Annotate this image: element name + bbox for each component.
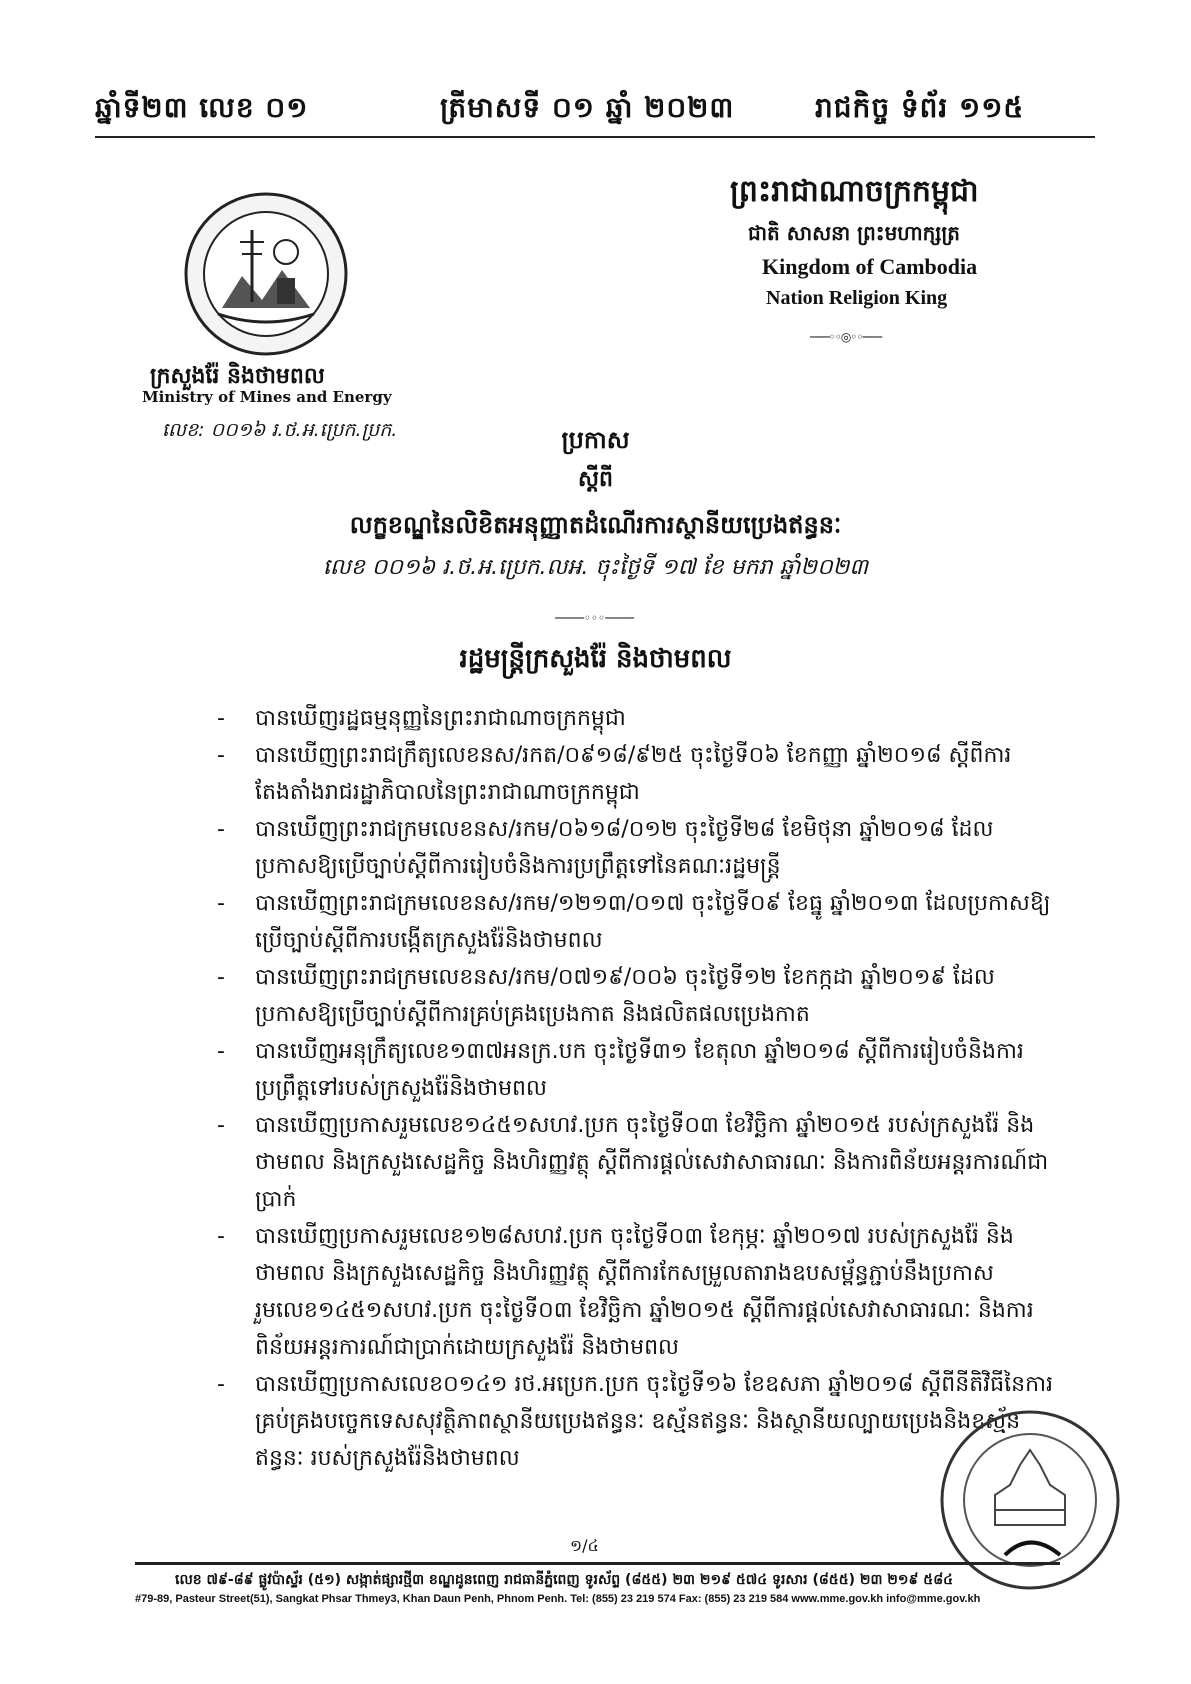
reference-number: លេខ: ០០១៦ រ.ថ.អ.ប្រេក.ប្រក.: [162, 419, 398, 441]
header-issue: ឆ្នាំទី២៣ លេខ ០១: [95, 91, 309, 124]
doc-number-date: លេខ ០០១៦ រ.ថ.អ.ប្រេក.លអ. ចុះថ្ងៃទី ១៧ ខែ មករា ឆ្នាំ២០២៣: [322, 555, 869, 580]
doc-about: ស្ដីពី: [578, 467, 613, 492]
list-item: - បានឃើញប្រកាសលេខ០១៤១ រថ.អប្រេក.ប្រក ចុះថ្ងៃទី១៦ ខែឧសភា ឆ្នាំ២០១៨ ស្ដីពីនីតិវិធីនៃការគ្រប់គ្រងបច្ចេកទេសសុវត្ថិភាពស្ថានីយប្រេងឥន្ធនៈ ឧស្ម័នឥន្ធនៈ និងស្ថានីយល្បាយប្រេងនិងឧស្ម័នឥន្ធនៈ របស់ក្រសួងរ៉ែនិងថាមពល: [215, 1366, 1065, 1477]
list-item: - បានឃើញរដ្ឋធម្មនុញ្ញនៃព្រះរាជាណាចក្រកម្ពុជា: [215, 700, 1065, 737]
ministry-name-en: Ministry of Mines and Energy: [142, 388, 392, 406]
list-item: - បានឃើញព្រះរាជក្រមលេខនស/រកម/០៧១៩/០០៦ ចុះថ្ងៃទី១២ ខែកក្កដា ឆ្នាំ២០១៩ ដែលប្រកាសឱ្យប្រើច្បាប់ស្ដីពីការគ្រប់គ្រងប្រេងកាត និងផលិតផលប្រេងកាត: [215, 959, 1065, 1033]
list-item: - បានឃើញប្រកាសរួមលេខ១២៨សហវ.ប្រក ចុះថ្ងៃទី០៣ ខែកុម្ភៈ ឆ្នាំ២០១៧ របស់ក្រសួងរ៉ែ និងថាមពល និងក្រសួងសេដ្ឋកិច្ច និងហិរញ្ញវត្ថុ ស្ដីពីការកែសម្រួលតារាងឧបសម្ព័ន្ធភ្ជាប់នឹងប្រកាសរួមលេខ១៤៥១សហវ.ប្រក ចុះថ្ងៃទី០៣ ខែវិច្ឆិកា ឆ្នាំ២០១៥ ស្ដីពីការផ្ដល់សេវាសាធារណៈ និងការពិន័យអន្តរការណ៍ជាប្រាក់ដោយក្រសួងរ៉ែ និងថាមពល: [215, 1218, 1065, 1366]
footer-address-kh: លេខ ៧៩-៨៩ ផ្លូវប៉ាស្ទ័រ (៥១) សង្កាត់ផ្សារថ្មី៣ ខណ្ឌដូនពេញ រាជធានីភ្នំពេញ ទូរស័ព្ទ (៨៥៥) ២៣ ២១៩ ៥៧៤ ទូរសារ (៨៥៥) ២៣ ២១៩ ៥៨៤: [175, 1572, 954, 1588]
list-item: - បានឃើញអនុក្រឹត្យលេខ១៣៧អនក្រ.បក ចុះថ្ងៃទី៣១ ខែតុលា ឆ្នាំ២០១៨ ស្ដីពីការរៀបចំនិងការប្រព្រឹត្តទៅរបស់ក្រសួងរ៉ែនិងថាមពល: [215, 1033, 1065, 1107]
ministry-name-kh: ក្រសួងរ៉ែ និងថាមពល: [150, 364, 325, 389]
kingdom-name-en: Kingdom of Cambodia: [762, 254, 978, 279]
footer-rule: [135, 1562, 1060, 1565]
header-quarter: ត្រីមាសទី ០១ ឆ្នាំ ២០២៣: [440, 91, 735, 124]
page-number: ១/៤: [570, 1536, 599, 1555]
kingdom-name-kh: ព្រះរាជាណាចក្រកម្ពុជា: [730, 174, 979, 209]
ornament-divider: ───◦◦◎◦◦───: [810, 330, 882, 344]
header-page: រាជកិច្ច ទំព័រ ១១៥: [815, 91, 1025, 124]
list-item: - បានឃើញព្រះរាជក្រមលេខនស/រកម/០៦១៨/០១២ ចុះថ្ងៃទី២៨ ខែមិថុនា ឆ្នាំ២០១៨ ដែលប្រកាសឱ្យប្រើច្បាប់ស្ដីពីការរៀបចំនិងការប្រព្រឹត្តទៅនៃគណៈរដ្ឋមន្ត្រី: [215, 811, 1065, 885]
reference-list: [215, 700, 1065, 1477]
footer-address-en: #79-89, Pasteur Street(51), Sangkat Phsar Thmey3, Khan Daun Penh, Phnom Penh. Tel: (855) 23 219 574 Fax: (855) 23 219 584 www.mme.gov.kh info@mme.gov.kh: [135, 1593, 981, 1605]
official-seal-icon: [935, 1405, 1125, 1595]
doc-type: ប្រកាស: [561, 426, 630, 454]
doc-subject: លក្ខខណ្ឌនៃលិខិតអនុញ្ញាតដំណើរការស្ថានីយប្រេងឥន្ធនៈ: [349, 511, 842, 539]
minister-heading: រដ្ឋមន្ត្រីក្រសួងរ៉ែ និងថាមពល: [459, 644, 732, 674]
title-divider: ────◦◦◦────: [555, 611, 635, 625]
kingdom-motto-en: Nation Religion King: [766, 287, 948, 309]
list-item: - បានឃើញព្រះរាជក្រឹត្យលេខនស/រកត/០៩១៨/៩២៥ ចុះថ្ងៃទី០៦ ខែកញ្ញា ឆ្នាំ២០១៨ ស្ដីពីការតែងតាំងរាជរដ្ឋាភិបាលនៃព្រះរាជាណាចក្រកម្ពុជា: [215, 737, 1065, 811]
header-rule: [95, 136, 1095, 138]
list-item: - បានឃើញប្រកាសរួមលេខ១៤៥១សហវ.ប្រក ចុះថ្ងៃទី០៣ ខែវិច្ឆិកា ឆ្នាំ២០១៥ របស់ក្រសួងរ៉ែ និងថាមពល និងក្រសួងសេដ្ឋកិច្ច និងហិរញ្ញវត្ថុ ស្ដីពីការផ្ដល់សេវាសាធារណៈ និងការពិន័យអន្តរការណ៍ជាប្រាក់: [215, 1107, 1065, 1218]
kingdom-motto-kh: ជាតិ សាសនា ព្រះមហាក្សត្រ: [748, 221, 960, 245]
ministry-emblem-icon: [182, 190, 350, 358]
list-item: - បានឃើញព្រះរាជក្រមលេខនស/រកម/១២១៣/០១៧ ចុះថ្ងៃទី០៩ ខែធ្នូ ឆ្នាំ២០១៣ ដែលប្រកាសឱ្យប្រើច្បាប់ស្ដីពីការបង្កើតក្រសួងរ៉ែនិងថាមពល: [215, 885, 1065, 959]
